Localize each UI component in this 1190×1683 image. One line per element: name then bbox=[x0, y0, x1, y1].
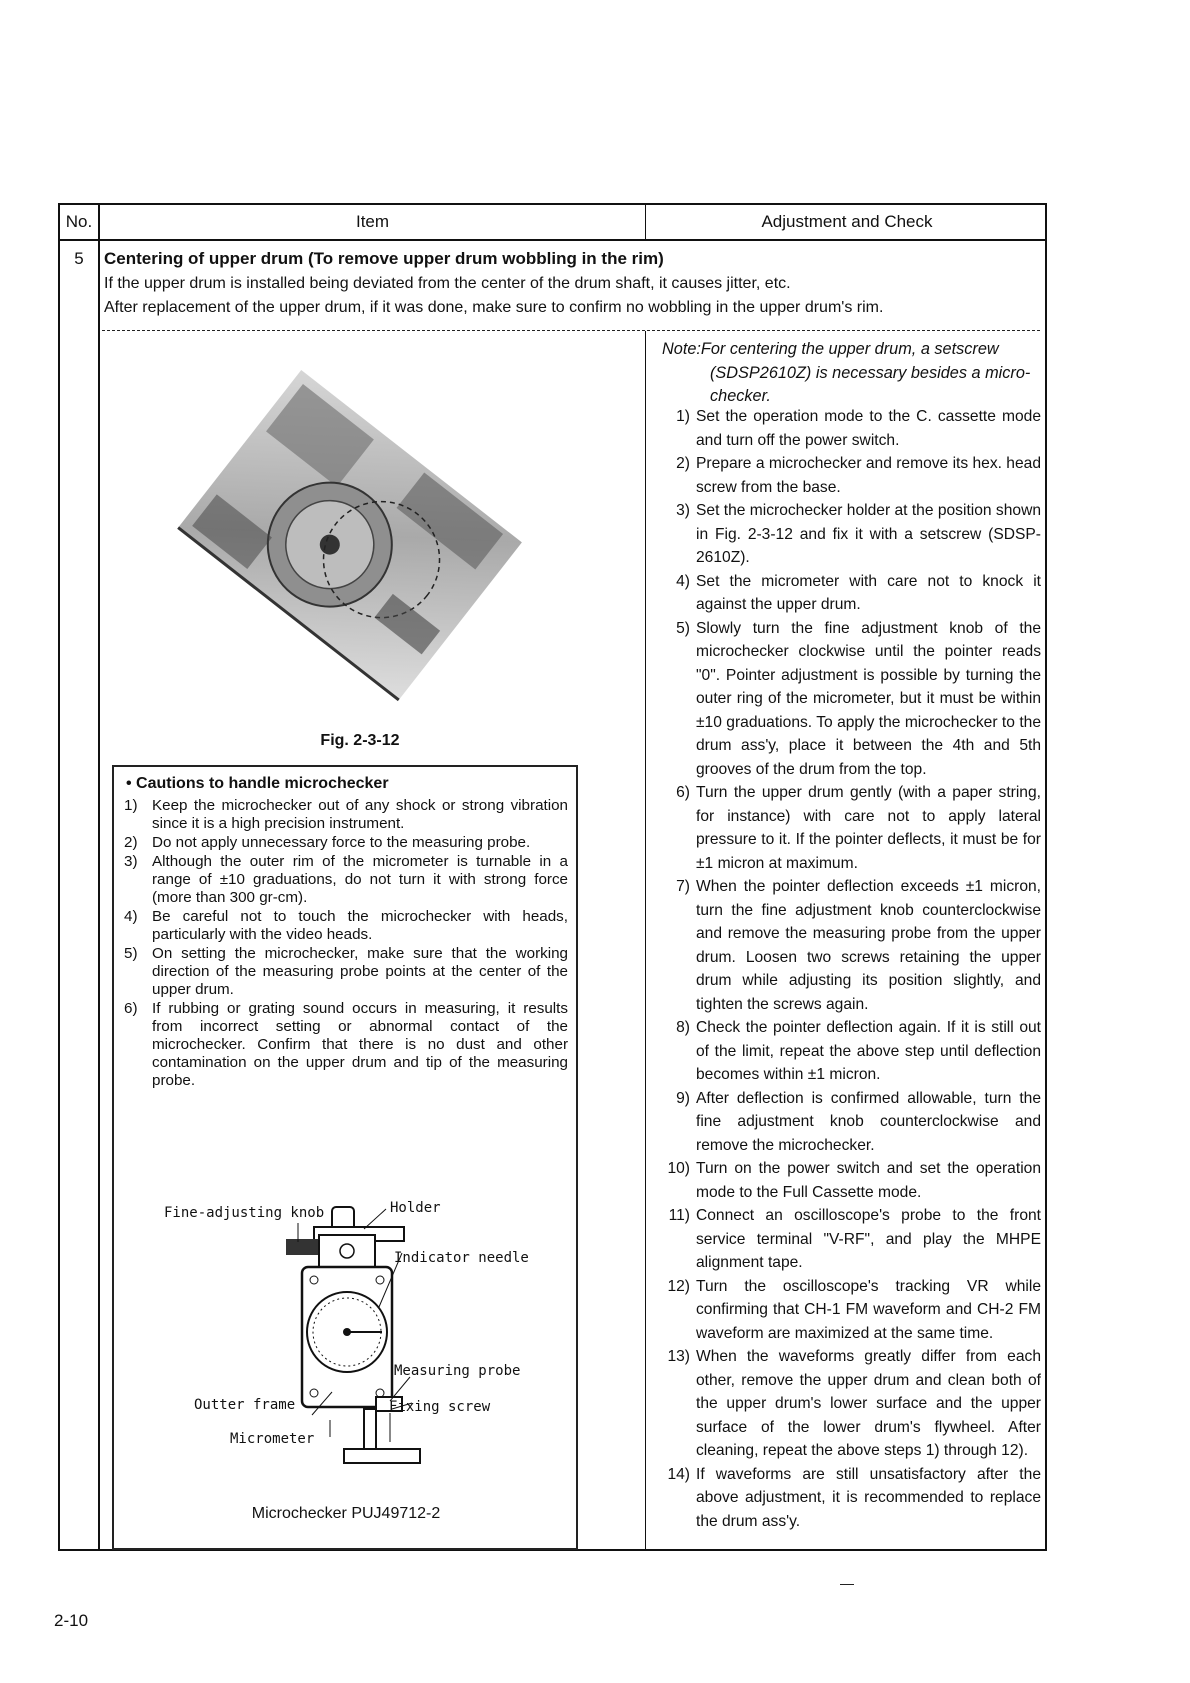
caution-item: 1) Keep the microchecker out of any shock or strong vibration since it is a high precision instrument. bbox=[124, 797, 568, 832]
margin-mark bbox=[840, 1584, 854, 1585]
step-item: 14) If waveforms are still unsatisfactory after the above adjustment, it is recommended to replace the drum ass'y. bbox=[667, 1465, 1041, 1530]
caution-item: 2) Do not apply unnecessary force to the measuring probe. bbox=[124, 834, 531, 851]
caution-item: 4) Be careful not to touch the microchecker with heads, particularly with the video heads. bbox=[124, 908, 568, 943]
step-item: 10) Turn on the power switch and set the operation mode to the Full Cassette mode. bbox=[667, 1160, 1041, 1201]
step-item: 3) Set the microchecker holder at the position shown in Fig. 2-3-12 and fix it with a setscrew (SDSP-2610Z). bbox=[676, 502, 1041, 566]
column-divider-no bbox=[98, 205, 100, 1549]
note-line-3: checker. bbox=[710, 387, 771, 405]
dashed-separator bbox=[102, 330, 1040, 331]
step-item: 11) Connect an oscilloscope's probe to the front service terminal "V-RF", and play the MHPE alignment tape. bbox=[668, 1207, 1041, 1271]
step-item: 13) When the waveforms greatly differ from each other, remove the upper drum and clean both of the upper drum's lower surface and the upper surface of the lower drum's flywheel. After cleaning, repeat the above steps 1) through 12). bbox=[667, 1348, 1041, 1459]
step-item: 8) Check the pointer deflection again. If it is still out of the limit, repeat the above step until deflection becomes within ±1 micron. bbox=[676, 1019, 1041, 1083]
cautions-box bbox=[112, 765, 578, 1550]
label-fine-adjusting-knob: Fine-adjusting knob bbox=[164, 1205, 325, 1221]
step-item: 12) Turn the oscilloscope's tracking VR while confirming that CH-1 FM waveform and CH-2 FM waveform are maximized at the same time. bbox=[667, 1277, 1041, 1342]
step-item: 2) Prepare a microchecker and remove its hex. head screw from the base. bbox=[676, 455, 1041, 496]
note-line-2: (SDSP2610Z) is necessary besides a micro- bbox=[710, 363, 1031, 382]
header-divider bbox=[60, 239, 1045, 241]
label-outer-frame: Outter frame bbox=[194, 1397, 296, 1413]
cautions-list bbox=[124, 797, 568, 1091]
adjustment-steps bbox=[656, 405, 1041, 1533]
cautions-title: • Cautions to handle microchecker bbox=[126, 775, 389, 792]
label-indicator-needle: Indicator needle bbox=[394, 1250, 529, 1266]
base bbox=[344, 1449, 420, 1463]
note-line-1: Note:For centering the upper drum, a setscrew bbox=[662, 340, 999, 358]
step-item: 4) Set the micrometer with care not to knock it against the upper drum. bbox=[676, 572, 1041, 613]
label-fixing-screw: Fixing screw bbox=[389, 1399, 491, 1415]
label-holder: Holder bbox=[390, 1200, 441, 1216]
column-divider-header bbox=[645, 205, 646, 241]
fine-adjusting-knob bbox=[286, 1239, 320, 1255]
label-micrometer: Micrometer bbox=[230, 1431, 315, 1447]
step-item: 9) After deflection is confirmed allowable, turn the fine adjustment knob counterclockwise and remove the microchecker. bbox=[676, 1089, 1041, 1154]
caution-item: 5) On setting the microchecker, make sure that the working direction of the measuring probe points at the center of the upper drum. bbox=[124, 945, 568, 998]
column-divider-body bbox=[645, 331, 646, 1549]
header-adjustment: Adjustment and Check bbox=[761, 212, 933, 231]
note-block bbox=[662, 338, 1037, 409]
intro-line-2: After replacement of the upper drum, if it was done, make sure to confirm no wobbling in the upper drum's rim. bbox=[104, 299, 884, 316]
step-item: 5) Slowly turn the fine adjustment knob of the microchecker clockwise until the pointer reads "0". Pointer adjustment is possible by turning the outer ring of the micrometer, but it must be within ±10 graduations. To apply the microchecker to the drum ass'y, place it between the 4th and 5th grooves of the drum from the top. bbox=[676, 619, 1041, 778]
intro-line-1: If the upper drum is installed being deviated from the center of the drum shaft, it causes jitter, etc. bbox=[104, 275, 791, 292]
step-item: 6) Turn the upper drum gently (with a paper string, for instance) with care not to apply lateral pressure to it. If the pointer deflects, it must be for ±1 micron at maximum. bbox=[676, 784, 1041, 872]
page-number: 2-10 bbox=[54, 1611, 89, 1630]
caution-item: 3) Although the outer rim of the micrometer is turnable in a range of ±10 graduations, do not turn it with strong force (more than 300 gr-cm). bbox=[124, 853, 568, 906]
step-item: 7) When the pointer deflection exceeds ±1 micron, turn the fine adjustment knob counterclockwise and remove the measuring probe from the upper drum. Loosen two screws retaining the upper drum while adjusting its position slightly, and tighten the screws again. bbox=[676, 878, 1041, 1013]
adjustment-table bbox=[58, 203, 1047, 1551]
label-measuring-probe: Measuring probe bbox=[394, 1363, 521, 1379]
caution-item: 6) If rubbing or grating sound occurs in measuring, it results from incorrect setting or abnormal contact of the microchecker. Confirm that there is no dust and other contamination on the upper drum and tip of the measuring probe. bbox=[124, 1000, 568, 1089]
microchecker-diagram bbox=[154, 1187, 554, 1477]
header-no: No. bbox=[65, 212, 93, 231]
section-title: Centering of upper drum (To remove upper drum wobbling in the rim) bbox=[104, 249, 664, 268]
header-item: Item bbox=[355, 212, 390, 231]
drum-assembly-photo bbox=[160, 365, 540, 705]
step-item: 1) Set the operation mode to the C. cassette mode and turn off the power switch. bbox=[676, 408, 1041, 449]
row-number: 5 bbox=[74, 249, 84, 268]
figure-caption: Fig. 2-3-12 bbox=[320, 732, 400, 749]
microchecker-caption: Microchecker PUJ49712-2 bbox=[251, 1505, 441, 1522]
